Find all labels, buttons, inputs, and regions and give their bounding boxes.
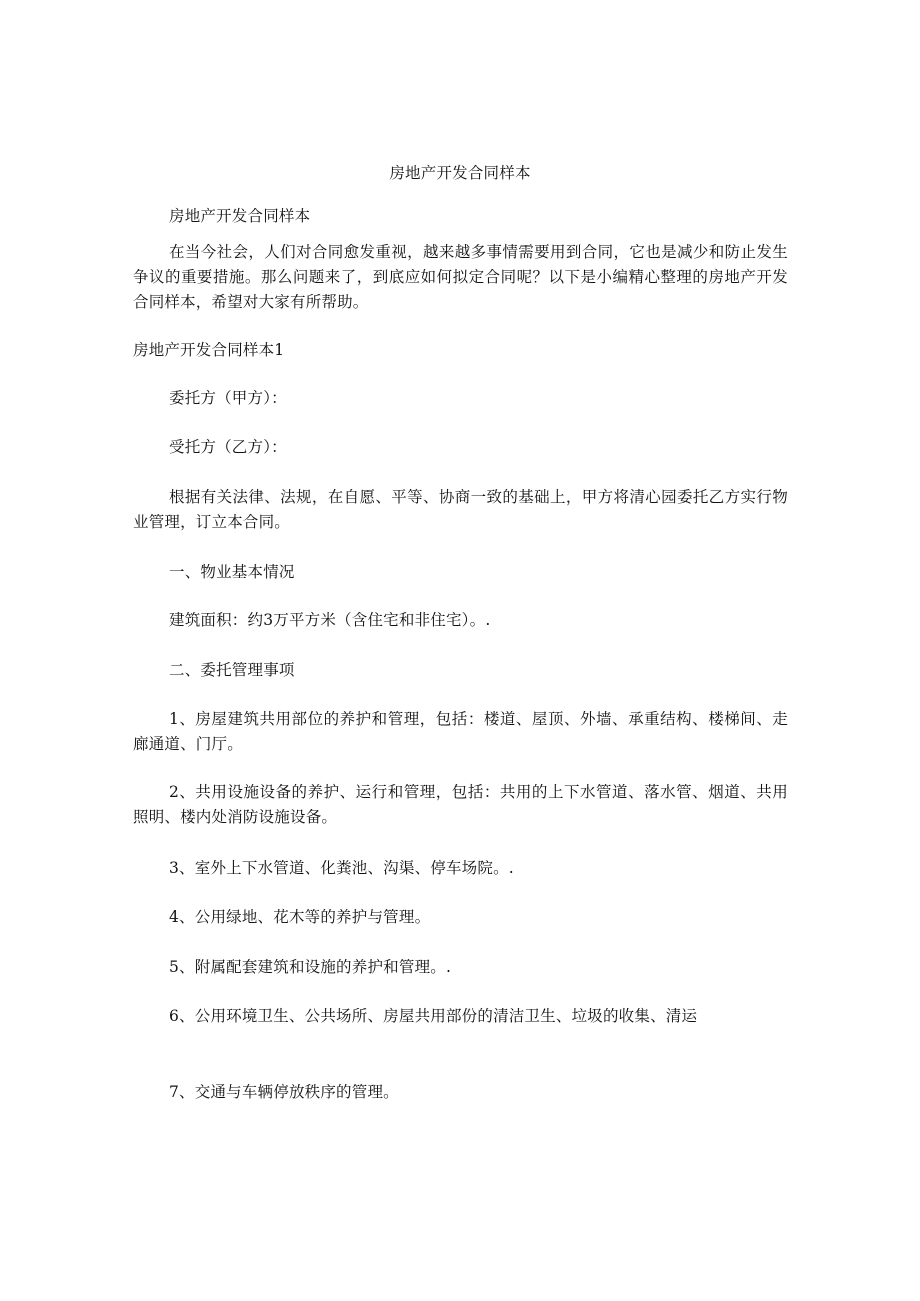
building-area-line: 建筑面积：约3万平方米（含住宅和非住宅）。. — [169, 611, 491, 629]
basis-paragraph: 根据有关法律、法规，在自愿、平等、协商一致的基础上，甲方将清心园委托乙方实行物业管理，订立本合同。 — [133, 488, 788, 531]
list-item: 1、房屋建筑共用部位的养护和管理，包括：楼道、屋顶、外墙、承重结构、楼梯间、走廊通道、门厅。 — [133, 710, 788, 753]
party-b-label: 受托方（乙方）： — [169, 438, 287, 456]
list-item: 6、公用环境卫生、公共场所、房屋共用部份的清洁卫生、垃圾的收集、清运 — [169, 1007, 698, 1025]
section2-heading: 二、委托管理事项 — [169, 661, 295, 679]
party-a-label: 委托方（甲方）： — [169, 389, 287, 407]
list-item: 5、附属配套建筑和设施的养护和管理。. — [169, 958, 452, 976]
list-item: 2、共用设施设备的养护、运行和管理，包括：共用的上下水管道、落水管、烟道、共用照明、楼内处消防设施设备。 — [133, 783, 788, 826]
list-item: 7、交通与车辆停放秩序的管理。 — [169, 1083, 399, 1101]
sample-heading: 房地产开发合同样本1 — [133, 341, 285, 359]
document-subtitle: 房地产开发合同样本 — [169, 207, 311, 225]
document-title: 房地产开发合同样本 — [389, 164, 531, 182]
intro-paragraph: 在当今社会，人们对合同愈发重视，越来越多事情需要用到合同，它也是减少和防止发生争议的重要措施。那么问题来了，到底应如何拟定合同呢？以下是小编精心整理的房地产开发合同样本，希望对大家有所帮助。 — [133, 243, 788, 311]
list-item: 3、室外上下水管道、化粪池、沟渠、停车场院。. — [169, 859, 514, 877]
list-item: 4、公用绿地、花木等的养护与管理。 — [169, 908, 431, 926]
section1-heading: 一、物业基本情况 — [169, 563, 295, 581]
